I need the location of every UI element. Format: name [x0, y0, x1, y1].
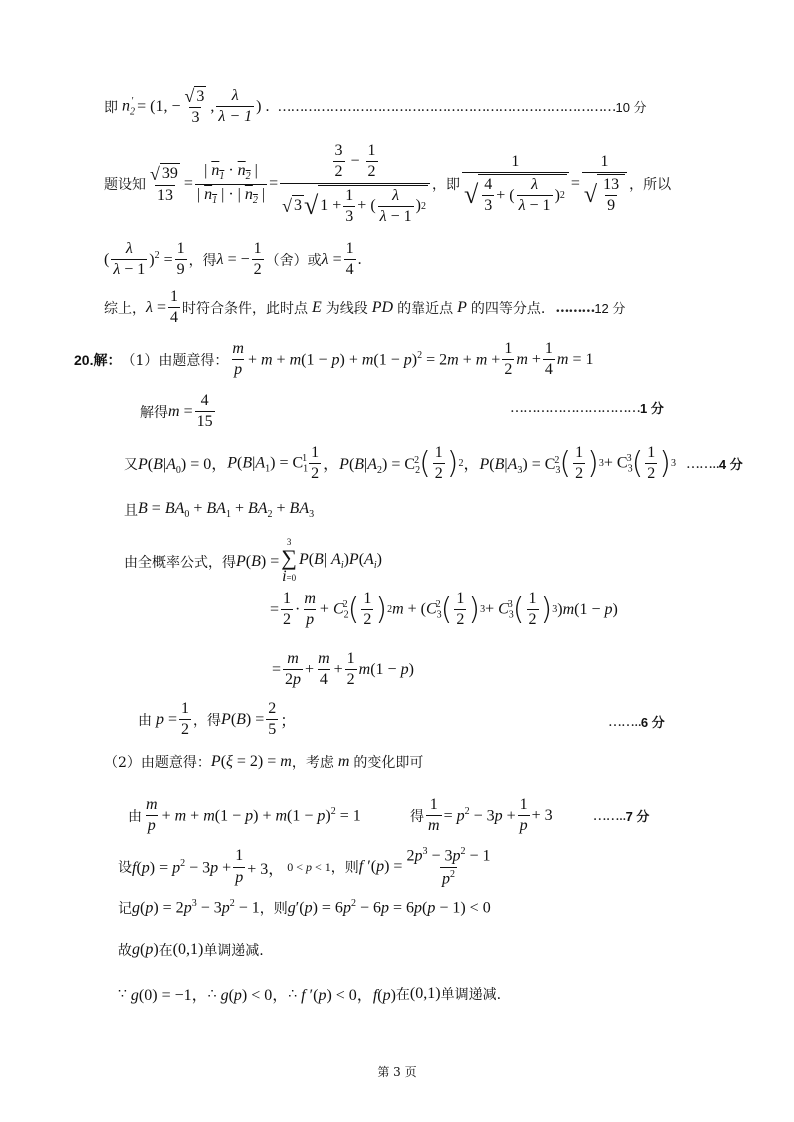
math: g(0) = −1，	[130, 987, 208, 1004]
text: 得	[410, 808, 424, 825]
score: 10 分	[615, 100, 647, 116]
leader-dots: ……..	[686, 455, 719, 472]
text: 的变化即可	[353, 755, 424, 771]
line-q20-gp	[118, 898, 491, 918]
fraction: $\frac{1}{4}$	[169, 288, 178, 327]
math: =	[270, 600, 280, 618]
math: P(B) =	[221, 710, 265, 728]
line-q20-part1	[74, 340, 594, 380]
math: P(B| $A_i)P(A_i)$	[298, 551, 382, 572]
math: $P(B|A_1) = C_1^1$	[227, 453, 309, 475]
text: 题设知	[104, 177, 146, 194]
line-q20-gu	[118, 940, 264, 960]
fraction: √ 39 13	[150, 163, 178, 204]
math: ,	[210, 97, 215, 115]
text: （2）由题意得：	[104, 755, 211, 771]
fraction: $\frac{1}{2}$	[311, 444, 320, 483]
text: 记	[118, 901, 132, 917]
fraction: $\frac{1}{9}$	[176, 240, 185, 279]
fraction: $\frac{m}{p}$	[146, 796, 158, 835]
score: 12 分	[594, 301, 626, 317]
math: + 3	[531, 806, 553, 824]
math: +	[333, 660, 343, 678]
fraction: 1 √ $\frac{4}{3}$ + ( $\frac{\lambda}{\lambda - 1}$ ) 2	[462, 153, 569, 216]
fraction: $\frac{| n_1 \cdot n_2 |}{| n_1 | \cdot | n_2 |}$	[196, 162, 266, 206]
text: 即	[104, 99, 118, 116]
text: 为线段	[325, 300, 368, 317]
line-q20-m	[140, 392, 217, 432]
fraction: $\frac{\lambda}{\lambda - 1}$	[218, 87, 253, 126]
math: λ	[146, 298, 153, 316]
math: ，$P(B|A_2) = C_2^2$	[323, 454, 421, 477]
line-q20-eq	[128, 796, 361, 836]
text: （舍）或	[265, 252, 322, 269]
math: .	[357, 250, 362, 268]
text: ∵	[118, 985, 127, 1002]
fraction: $\frac{1}{2}$	[456, 590, 465, 629]
math: =	[183, 175, 193, 193]
score: 6 分	[640, 715, 665, 730]
fraction: $\frac{1}{2}$	[253, 240, 262, 279]
math: m	[168, 402, 180, 420]
math: E	[307, 298, 326, 316]
fraction: $\frac{1}{2}$	[363, 590, 372, 629]
text: 在	[158, 943, 173, 959]
line-q20-expand2	[272, 650, 414, 690]
text: 由	[138, 712, 152, 729]
math: ；	[280, 713, 297, 731]
math: + $C_3^3$	[603, 453, 633, 475]
line-q20-total-prob	[124, 538, 382, 585]
score-line-1	[510, 398, 664, 417]
fraction: $\frac{1}{4}$	[544, 340, 553, 379]
math: =	[570, 175, 580, 193]
page-footer: 第 3 页	[377, 1065, 417, 1079]
math: =	[269, 175, 279, 193]
leader-dots: …………………………	[510, 399, 640, 416]
math: )m(1 − p)	[557, 600, 618, 618]
text: 且	[124, 503, 138, 520]
fraction: $\frac{1}{2}$	[647, 444, 656, 483]
math: $P(B|A_0) = 0$，	[138, 456, 228, 477]
math: ·	[295, 600, 301, 618]
text: ，即	[431, 177, 460, 194]
text: ，得	[193, 712, 222, 729]
line-q20-fp	[118, 846, 495, 888]
math: f ′(p) =	[358, 858, 403, 876]
math: = (1, −	[133, 97, 181, 115]
math: =	[164, 710, 178, 728]
fraction: $\frac{1}{2}$	[575, 444, 584, 483]
text: 解得	[140, 404, 168, 421]
math: +	[527, 350, 541, 368]
math: 0 < p < 1	[284, 859, 331, 874]
text: 的靠近点	[397, 300, 454, 317]
score: 7 分	[625, 809, 650, 825]
score: 4 分	[718, 457, 743, 473]
leader-dots: ……..	[608, 713, 641, 730]
line-conclusion	[104, 288, 625, 328]
math: g(p)	[132, 941, 159, 958]
text: ，则	[330, 860, 359, 877]
math: $f(p) = p^2 - 3p$ +	[132, 857, 232, 876]
math: (0,1)	[409, 984, 441, 1002]
math: (0,1)	[172, 941, 204, 958]
line-q20-eq-right	[410, 796, 649, 836]
math: = $p^2 - 3p$ +	[443, 806, 516, 825]
score: 1 分	[640, 401, 664, 416]
fraction: √ 3 3	[184, 86, 205, 127]
text: 在	[395, 986, 410, 1003]
math: m	[556, 350, 569, 368]
fraction: $\frac{4}{15}$	[196, 392, 213, 431]
fraction: $\frac{1}{2}$	[434, 444, 443, 483]
fraction: $\frac{1}{2}$	[283, 590, 292, 629]
line-q20-expand1: = $\frac{1}{2}$ · $\frac{m}{p}$ + $C_2^2$ ( $\frac{1}{2}$ ) 2 $m + (C_3^2$ ( $\frac{1}{2}$ ) 3 + $C_3^3$ ( $\frac{1}{2}$ ) 3 )m(1 − p)	[270, 590, 618, 629]
math: λ	[321, 250, 329, 268]
math: = −	[223, 250, 250, 268]
fraction: $\frac{1}{2}$	[528, 590, 537, 629]
question-number: 20.	[74, 351, 94, 368]
line-q20-conditional: 又 $P(B|A_0) = 0$， $P(B|A_1) = C_1^1$ $\frac{1}{2}$ ，$P(B|A_2) = C_2^2$ ( $\frac{1}{2}$ ) 2 ，$P(B|A_3) = C_3^2$ ( $\frac{1}{2}$ ) 3 + $C_3^3$ ( $\frac{1}{2}$ ) 3 …….. 4 分	[124, 444, 743, 483]
text: 单调递减.	[203, 943, 264, 959]
text: （1）由题意得：	[121, 352, 229, 369]
line-q20-B	[124, 500, 314, 520]
text: 时符合条件，此时点	[181, 300, 308, 317]
math: p	[152, 710, 164, 728]
text: 解：	[93, 352, 122, 369]
math: $g'(p) = 6p^2 - 6p = 6p(p - 1) < 0$	[287, 898, 491, 917]
fraction: 1 √ $\frac{13}{9}$	[582, 153, 627, 216]
math: g(p) < 0，	[220, 987, 289, 1004]
math: m(1 − p)	[358, 660, 414, 678]
text: ，则	[259, 901, 288, 917]
math: =	[152, 298, 166, 316]
fraction: $\frac{1}{m}$	[428, 796, 440, 835]
line-q20-pb	[138, 700, 296, 740]
fraction: $\frac{2p^3 - 3p^2 - 1}{p^2}$	[406, 846, 491, 888]
leader-dots: ……………………………………………………………………	[277, 98, 616, 115]
leader-dots: ……..	[592, 807, 626, 824]
line-problem-condition	[104, 142, 671, 227]
text: 综上，	[104, 300, 146, 317]
fraction: $\frac{1}{4}$	[345, 240, 354, 279]
line-q20-last	[118, 982, 501, 1005]
math: = 1	[568, 350, 594, 368]
math: + 3，	[247, 860, 285, 878]
text: 单调递减.	[440, 986, 502, 1003]
math: =	[179, 402, 193, 420]
math: + $m + m(1 - p) + m(1 - p)^2 = 2m + m$ +	[247, 350, 501, 369]
math: P(B) =	[236, 552, 280, 570]
math: ，$P(B|A_3) = C_3^2$	[463, 454, 561, 477]
text: 故	[118, 943, 132, 959]
fraction: $\frac{1}{2}$	[504, 340, 513, 379]
text: ，考虑	[291, 755, 334, 771]
text: 由	[128, 808, 142, 825]
math: +	[305, 660, 315, 678]
leader-dots: ………	[555, 299, 595, 316]
math: P(ξ = 2) = m	[210, 753, 292, 770]
text: ∴	[207, 985, 217, 1002]
math: )$^2$ =	[149, 250, 173, 269]
math: f ′(p) < 0，f(p)	[301, 987, 396, 1004]
math: $g(p) = 2p^3 - 3p^2 - 1$	[132, 898, 260, 917]
math: $B = BA_0 + BA_1 + BA_2 + BA_3$	[138, 500, 315, 521]
fraction: $\frac{m}{p}$	[304, 590, 316, 629]
fraction: $\frac{3}{2}$ − $\frac{1}{2}$ √ 3 √ 1 + $\frac{1}{3}$ + ( $\frac{\lambda}{\lambda - 1}$ ) 2	[280, 142, 430, 227]
fraction: $\frac{m}{2p}$	[285, 650, 302, 689]
summation: 3 ∑ i=0	[281, 537, 297, 585]
math: m	[333, 753, 354, 770]
math: P	[453, 298, 471, 316]
fraction: $\frac{1}{2}$	[181, 700, 190, 739]
line-q20-part2	[104, 752, 423, 772]
text: ，所以	[629, 177, 672, 194]
fraction: $\frac{\lambda}{\lambda - 1}$	[113, 240, 146, 279]
math: (	[104, 250, 110, 268]
math: m	[516, 350, 528, 368]
text: 由全概率公式，得	[124, 554, 236, 571]
math: + $C_3^3$	[485, 599, 514, 621]
text: 设	[118, 860, 132, 877]
fraction: $\frac{1}{p}$	[235, 847, 244, 886]
math: =	[272, 660, 282, 678]
text: 的四等分点.	[470, 300, 546, 317]
math: =	[328, 250, 342, 268]
math: ) .	[256, 97, 270, 115]
line-lambda-result	[104, 240, 362, 280]
fraction: $\frac{m}{4}$	[318, 650, 330, 689]
fraction: $\frac{1}{2}$	[346, 650, 355, 689]
math: + $C_2^2$	[319, 599, 349, 621]
fraction: $\frac{2}{5}$	[268, 700, 277, 739]
math: + $m + m(1 - p) + m(1 - p)^2 = 1$	[161, 806, 361, 825]
text: ，得	[188, 252, 217, 269]
math: PD	[367, 298, 398, 316]
math: $n_2'$	[122, 96, 135, 118]
text: 又	[124, 456, 138, 473]
fraction: $\frac{1}{p}$	[519, 796, 528, 835]
math: λ	[216, 250, 224, 268]
score-line-6	[608, 712, 665, 731]
math: $m + (C_3^2$	[392, 599, 442, 621]
text: ∴	[288, 985, 298, 1002]
fraction: $\frac{m}{p}$	[232, 340, 244, 379]
line-n2-vector	[104, 86, 647, 128]
